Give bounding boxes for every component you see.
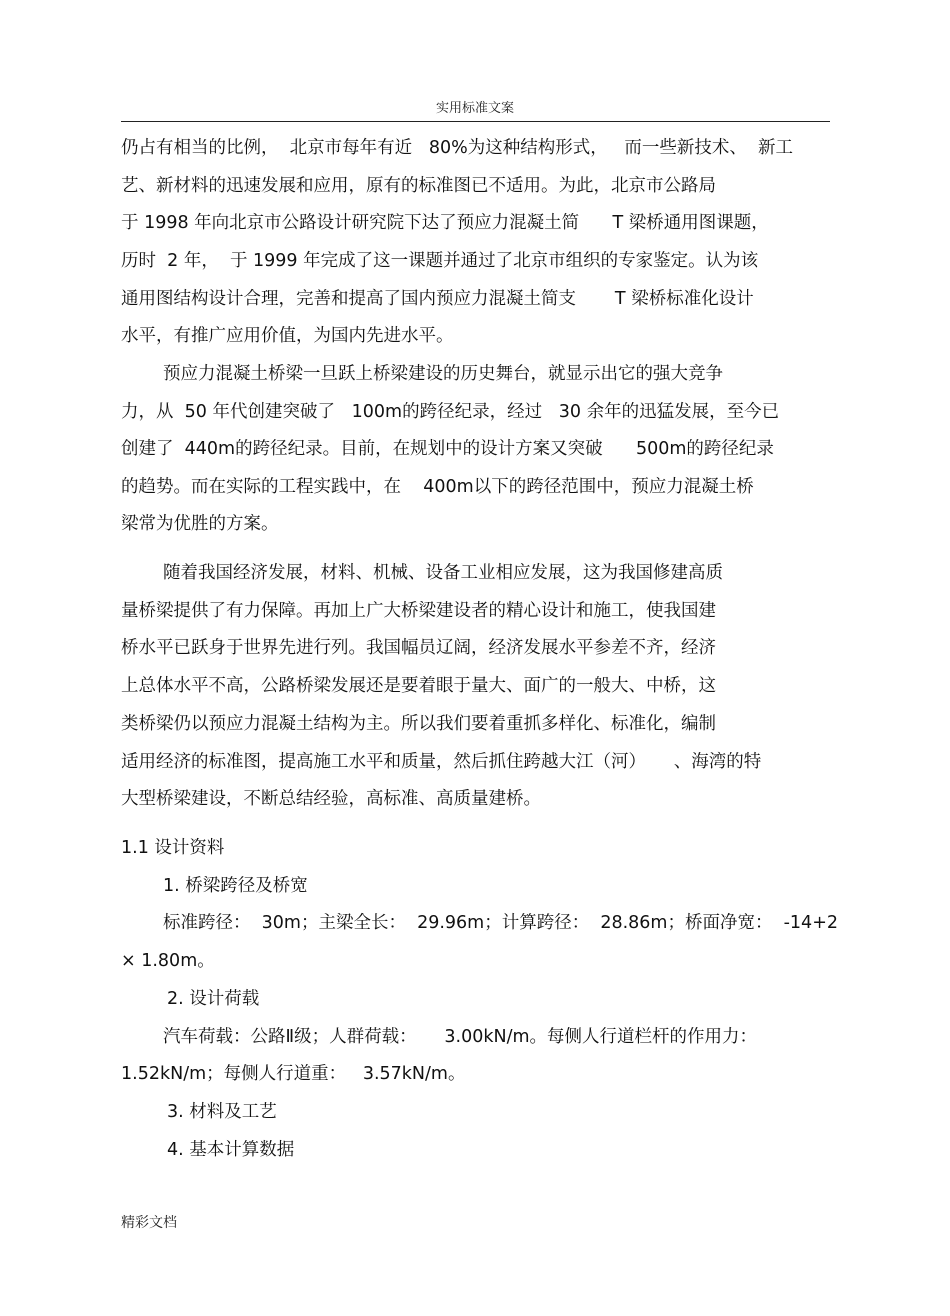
paragraph-line: 力，从 50 年代创建突破了 100m的跨径纪录，经过 30 余年的迅猛发展，至今已 [121,402,780,422]
item-text: 1.52kN/m；每侧人行道重： 3.57kN/m。 [121,1064,466,1084]
item-title: 1. 桥梁跨径及桥宽 [163,876,308,896]
paragraph-line: 水平，有推广应用价值，为国内先进水平。 [121,326,454,346]
paragraph-line: 于 1998 年向北京市公路设计研究院下达了预应力混凝土简 T 梁桥通用图课题， [121,213,769,233]
paragraph-line: 类桥梁仍以预应力混凝土结构为主。所以我们要着重抓多样化、标准化，编制 [121,714,716,734]
paragraph-line: 创建了 440m的跨径纪录。目前，在规划中的设计方案又突破 500m的跨径纪录 [121,439,774,459]
paragraph-line: 适用经济的标准图，提高施工水平和质量，然后抓住跨越大江（河） 、海湾的特 [121,752,762,772]
item-text: 标准跨径： 30m；主梁全长： 29.96m；计算跨径： 28.86m；桥面净宽： -14+2 [163,913,838,933]
paragraph-line: 仍占有相当的比例， 北京市每年有近 80%为这种结构形式， 而一些新技术、 新工 [121,138,794,158]
paragraph-line: 的趋势。而在实际的工程实践中，在 400m以下的跨径范围中，预应力混凝土桥 [121,477,754,497]
item-title: 4. 基本计算数据 [167,1140,295,1160]
item-text: 汽车荷载：公路Ⅱ级；人群荷载： 3.00kN/m。每侧人行道栏杆的作用力： [163,1027,758,1047]
section-heading: 1.1 设计资料 [121,838,225,858]
paragraph-line: 随着我国经济发展，材料、机械、设备工业相应发展，这为我国修建高质 [163,563,723,583]
paragraph-line: 量桥梁提供了有力保障。再加上广大桥梁建设者的精心设计和施工，使我国建 [121,601,716,621]
item-title: 3. 材料及工艺 [167,1102,277,1122]
paragraph-line: 历时 2 年， 于 1999 年完成了这一课题并通过了北京市组织的专家鉴定。认为该 [121,251,759,271]
item-text: × 1.80m。 [121,951,215,971]
paragraph-line: 上总体水平不高，公路桥梁发展还是要着眼于量大、面广的一般大、中桥，这 [121,676,716,696]
paragraph-line: 艺、新材料的迅速发展和应用，原有的标准图已不适用。为此，北京市公路局 [121,176,716,196]
paragraph-line: 通用图结构设计合理，完善和提高了国内预应力混凝土简支 T 梁桥标准化设计 [121,289,754,309]
page-footer: 精彩文档 [121,1215,177,1231]
paragraph-line: 梁常为优胜的方案。 [121,514,279,534]
paragraph-line: 桥水平已跃身于世界先进行列。我国幅员辽阔，经济发展水平参差不齐，经济 [121,638,716,658]
paragraph-line: 大型桥梁建设，不断总结经验，高标准、高质量建桥。 [121,789,541,809]
item-title: 2. 设计荷载 [167,989,260,1009]
page-header-title: 实用标准文案 [435,101,514,116]
header-divider [121,121,830,122]
paragraph-line: 预应力混凝土桥梁一旦跃上桥梁建设的历史舞台，就显示出它的强大竞争 [163,364,723,384]
